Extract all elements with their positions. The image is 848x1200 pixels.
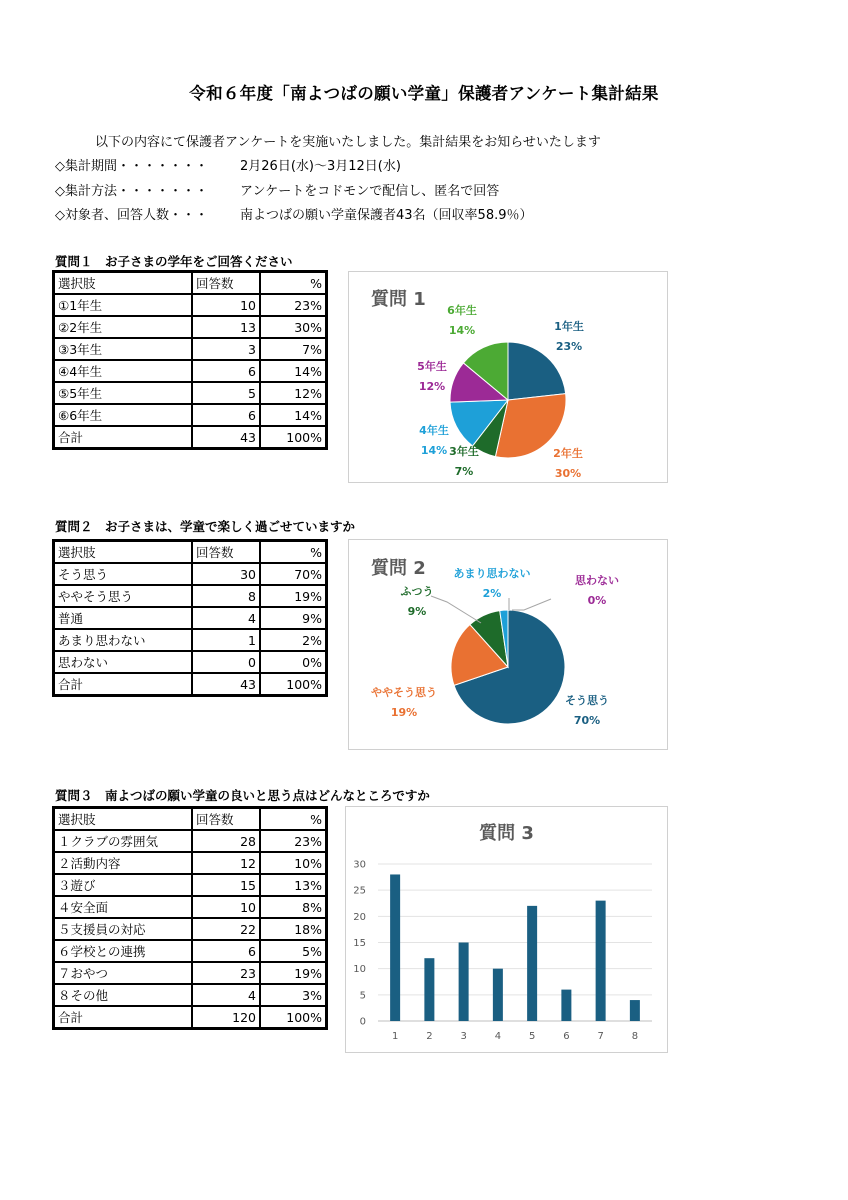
table-cell: ６学校との連携 (54, 940, 193, 962)
table-row (54, 874, 327, 896)
table-row (54, 294, 327, 316)
table-cell: 10% (260, 852, 327, 874)
table-cell: 19% (260, 585, 327, 607)
table-cell: ５支援員の対応 (54, 918, 193, 940)
header-cell: % (260, 272, 327, 295)
table-cell: ４安全面 (54, 896, 193, 918)
y-tick-label: 30 (353, 859, 366, 871)
slice-label: 1年生 (554, 320, 584, 333)
table-cell: 8 (192, 585, 260, 607)
y-tick-label: 25 (353, 885, 366, 897)
table-row (54, 918, 327, 940)
table-row (54, 940, 327, 962)
table-cell: 30% (260, 316, 327, 338)
bar (561, 990, 571, 1021)
info-value: アンケートをコドモンで配信し、匿名で回答 (240, 184, 500, 199)
slice-label: 思わない (575, 574, 619, 587)
q3-bar-svg (346, 807, 667, 1052)
q2-table (52, 539, 328, 697)
table-cell: 7% (260, 338, 327, 360)
table-row (54, 629, 327, 651)
table-row (54, 962, 327, 984)
table-row (54, 404, 327, 426)
y-tick-label: 0 (359, 1016, 366, 1028)
leader-line (431, 596, 481, 623)
table-cell: ７おやつ (54, 962, 193, 984)
info-label: ◇集計方法・・・・・・・ (55, 184, 208, 199)
q3-heading: 質問３ 南よつばの願い学童の良いと思う点はどんなところですか (55, 788, 430, 803)
table-row (54, 852, 327, 874)
info-value: 2月26日(水)～3月12日(水) (240, 159, 401, 174)
q2-pie-svg (349, 540, 667, 749)
info-target (55, 204, 533, 223)
header-cell: % (260, 808, 327, 831)
table-cell: 120 (192, 1006, 260, 1029)
header-cell: 選択肢 (54, 541, 193, 564)
bar (424, 958, 434, 1021)
table-cell: 28 (192, 830, 260, 852)
table-cell: そう思う (54, 563, 193, 585)
table-cell: 思わない (54, 651, 193, 673)
x-tick-label: 2 (426, 1031, 433, 1042)
slice-label: ややそう思う (371, 686, 437, 699)
table-cell: 合計 (54, 426, 193, 449)
slice-percent: 70% (573, 714, 601, 727)
page-title: 令和６年度「南よつばの願い学童」保護者アンケート集計結果 (189, 84, 659, 103)
table-row (54, 830, 327, 852)
table-row (54, 651, 327, 673)
table-row (54, 1006, 327, 1029)
chart-title: 質問 1 (371, 289, 426, 310)
table-cell: 100% (260, 673, 327, 696)
table-row (54, 316, 327, 338)
table-cell: 13 (192, 316, 260, 338)
table-cell: 0 (192, 651, 260, 673)
table-cell: 0% (260, 651, 327, 673)
table-cell: 合計 (54, 673, 193, 696)
table-cell: 6 (192, 940, 260, 962)
table-cell: １クラブの雰囲気 (54, 830, 193, 852)
table-row (54, 984, 327, 1006)
table-row (54, 607, 327, 629)
table-cell: 43 (192, 426, 260, 449)
table-cell: 4 (192, 984, 260, 1006)
table-cell: ⑤5年生 (54, 382, 193, 404)
slice-percent: 2% (482, 587, 502, 600)
table-cell: ②2年生 (54, 316, 193, 338)
bar (596, 901, 606, 1021)
q3-bar-chart (345, 806, 668, 1053)
slice-percent: 12% (418, 380, 446, 393)
table-row (54, 585, 327, 607)
slice-label: 2年生 (553, 447, 583, 460)
x-tick-label: 1 (391, 1031, 399, 1042)
info-method (55, 180, 499, 199)
header-cell: % (260, 541, 327, 564)
table-row (54, 360, 327, 382)
table-cell: 30 (192, 563, 260, 585)
table-cell: 23% (260, 294, 327, 316)
intro-text: 以下の内容にて保護者アンケートを実施いたしました。集計結果をお知らせいたします (95, 135, 601, 150)
bar (630, 1000, 640, 1021)
table-cell: ２活動内容 (54, 852, 193, 874)
table-cell: 6 (192, 360, 260, 382)
table-header-row (54, 272, 327, 295)
table-cell: ⑥6年生 (54, 404, 193, 426)
table-cell: 1 (192, 629, 260, 651)
table-cell: 9% (260, 607, 327, 629)
y-tick-label: 20 (353, 911, 366, 923)
q2-heading: 質問２ お子さまは、学童で楽しく過ごせていますか (55, 519, 356, 534)
table-cell: 14% (260, 404, 327, 426)
info-label: ◇集計期間・・・・・・・ (55, 159, 208, 174)
table-header-row (54, 541, 327, 564)
header-cell: 選択肢 (54, 272, 193, 295)
y-tick-label: 15 (353, 938, 366, 949)
table-cell: 3 (192, 338, 260, 360)
x-tick-label: 7 (597, 1031, 604, 1042)
table-cell: 12% (260, 382, 327, 404)
info-value: 南よつばの願い学童保護者43名（回収率58.9％） (240, 208, 533, 223)
bar (459, 943, 469, 1022)
table-cell: 5% (260, 940, 327, 962)
slice-percent: 30% (554, 467, 582, 480)
table-cell: 普通 (54, 607, 193, 629)
table-row (54, 426, 327, 449)
y-tick-label: 10 (353, 964, 366, 976)
x-tick-label: 4 (494, 1031, 502, 1042)
table-cell: 6 (192, 404, 260, 426)
table-cell: 2% (260, 629, 327, 651)
table-cell: 合計 (54, 1006, 193, 1029)
table-cell: 18% (260, 918, 327, 940)
q1-table (52, 270, 328, 450)
slice-label: ふつう (400, 585, 434, 598)
table-cell: ③3年生 (54, 338, 193, 360)
table-cell: 43 (192, 673, 260, 696)
table-cell: ①1年生 (54, 294, 193, 316)
table-cell: あまり思わない (54, 629, 193, 651)
table-cell: 19% (260, 962, 327, 984)
slice-percent: 14% (420, 444, 448, 457)
table-cell: 8% (260, 896, 327, 918)
header-cell: 選択肢 (54, 808, 193, 831)
table-cell: 100% (260, 426, 327, 449)
table-cell: 13% (260, 874, 327, 896)
q1-pie-chart (348, 271, 668, 483)
info-period (55, 155, 401, 174)
slice-label: そう思う (565, 694, 609, 707)
slice-percent: 19% (390, 706, 418, 719)
table-cell: ８その他 (54, 984, 193, 1006)
slice-percent: 7% (454, 465, 474, 478)
header-cell: 回答数 (192, 541, 260, 564)
table-cell: 5 (192, 382, 260, 404)
q3-table (52, 806, 328, 1030)
slice-percent: 0% (587, 594, 607, 607)
table-cell: 23 (192, 962, 260, 984)
slice-percent: 9% (407, 605, 427, 618)
table-cell: 14% (260, 360, 327, 382)
table-cell: 15 (192, 874, 260, 896)
slice-percent: 14% (448, 324, 476, 337)
table-cell: 22 (192, 918, 260, 940)
table-cell: 3% (260, 984, 327, 1006)
table-cell: 70% (260, 563, 327, 585)
table-cell: 100% (260, 1006, 327, 1029)
slice-label: 4年生 (419, 424, 449, 437)
leader-line (512, 599, 551, 610)
slice-label: 5年生 (417, 360, 447, 373)
table-row (54, 563, 327, 585)
x-tick-label: 8 (631, 1031, 639, 1042)
table-row (54, 338, 327, 360)
table-cell: ややそう思う (54, 585, 193, 607)
bar (527, 906, 537, 1021)
x-tick-label: 3 (460, 1031, 467, 1042)
table-cell: 23% (260, 830, 327, 852)
table-cell: ④4年生 (54, 360, 193, 382)
table-cell: 10 (192, 896, 260, 918)
chart-title: 質問 3 (479, 823, 534, 844)
q2-pie-chart (348, 539, 668, 750)
slice-percent: 23% (555, 340, 583, 353)
q1-pie-svg (349, 272, 667, 482)
x-tick-label: 6 (563, 1031, 570, 1042)
chart-title: 質問 2 (371, 558, 426, 579)
q1-heading: 質問１ お子さまの学年をご回答ください (55, 254, 293, 269)
slice-label: 3年生 (449, 445, 479, 458)
table-row (54, 896, 327, 918)
info-label: ◇対象者、回答人数・・・ (55, 208, 208, 223)
y-tick-label: 5 (359, 990, 366, 1002)
table-row (54, 673, 327, 696)
table-cell: 4 (192, 607, 260, 629)
slice-label: 6年生 (447, 304, 477, 317)
x-tick-label: 5 (528, 1031, 536, 1042)
bar (390, 874, 400, 1021)
header-cell: 回答数 (192, 808, 260, 831)
table-cell: 10 (192, 294, 260, 316)
table-header-row (54, 808, 327, 831)
slice-label: あまり思わない (453, 567, 531, 580)
bar (493, 969, 503, 1021)
table-cell: ３遊び (54, 874, 193, 896)
table-cell: 12 (192, 852, 260, 874)
header-cell: 回答数 (192, 272, 260, 295)
table-row (54, 382, 327, 404)
